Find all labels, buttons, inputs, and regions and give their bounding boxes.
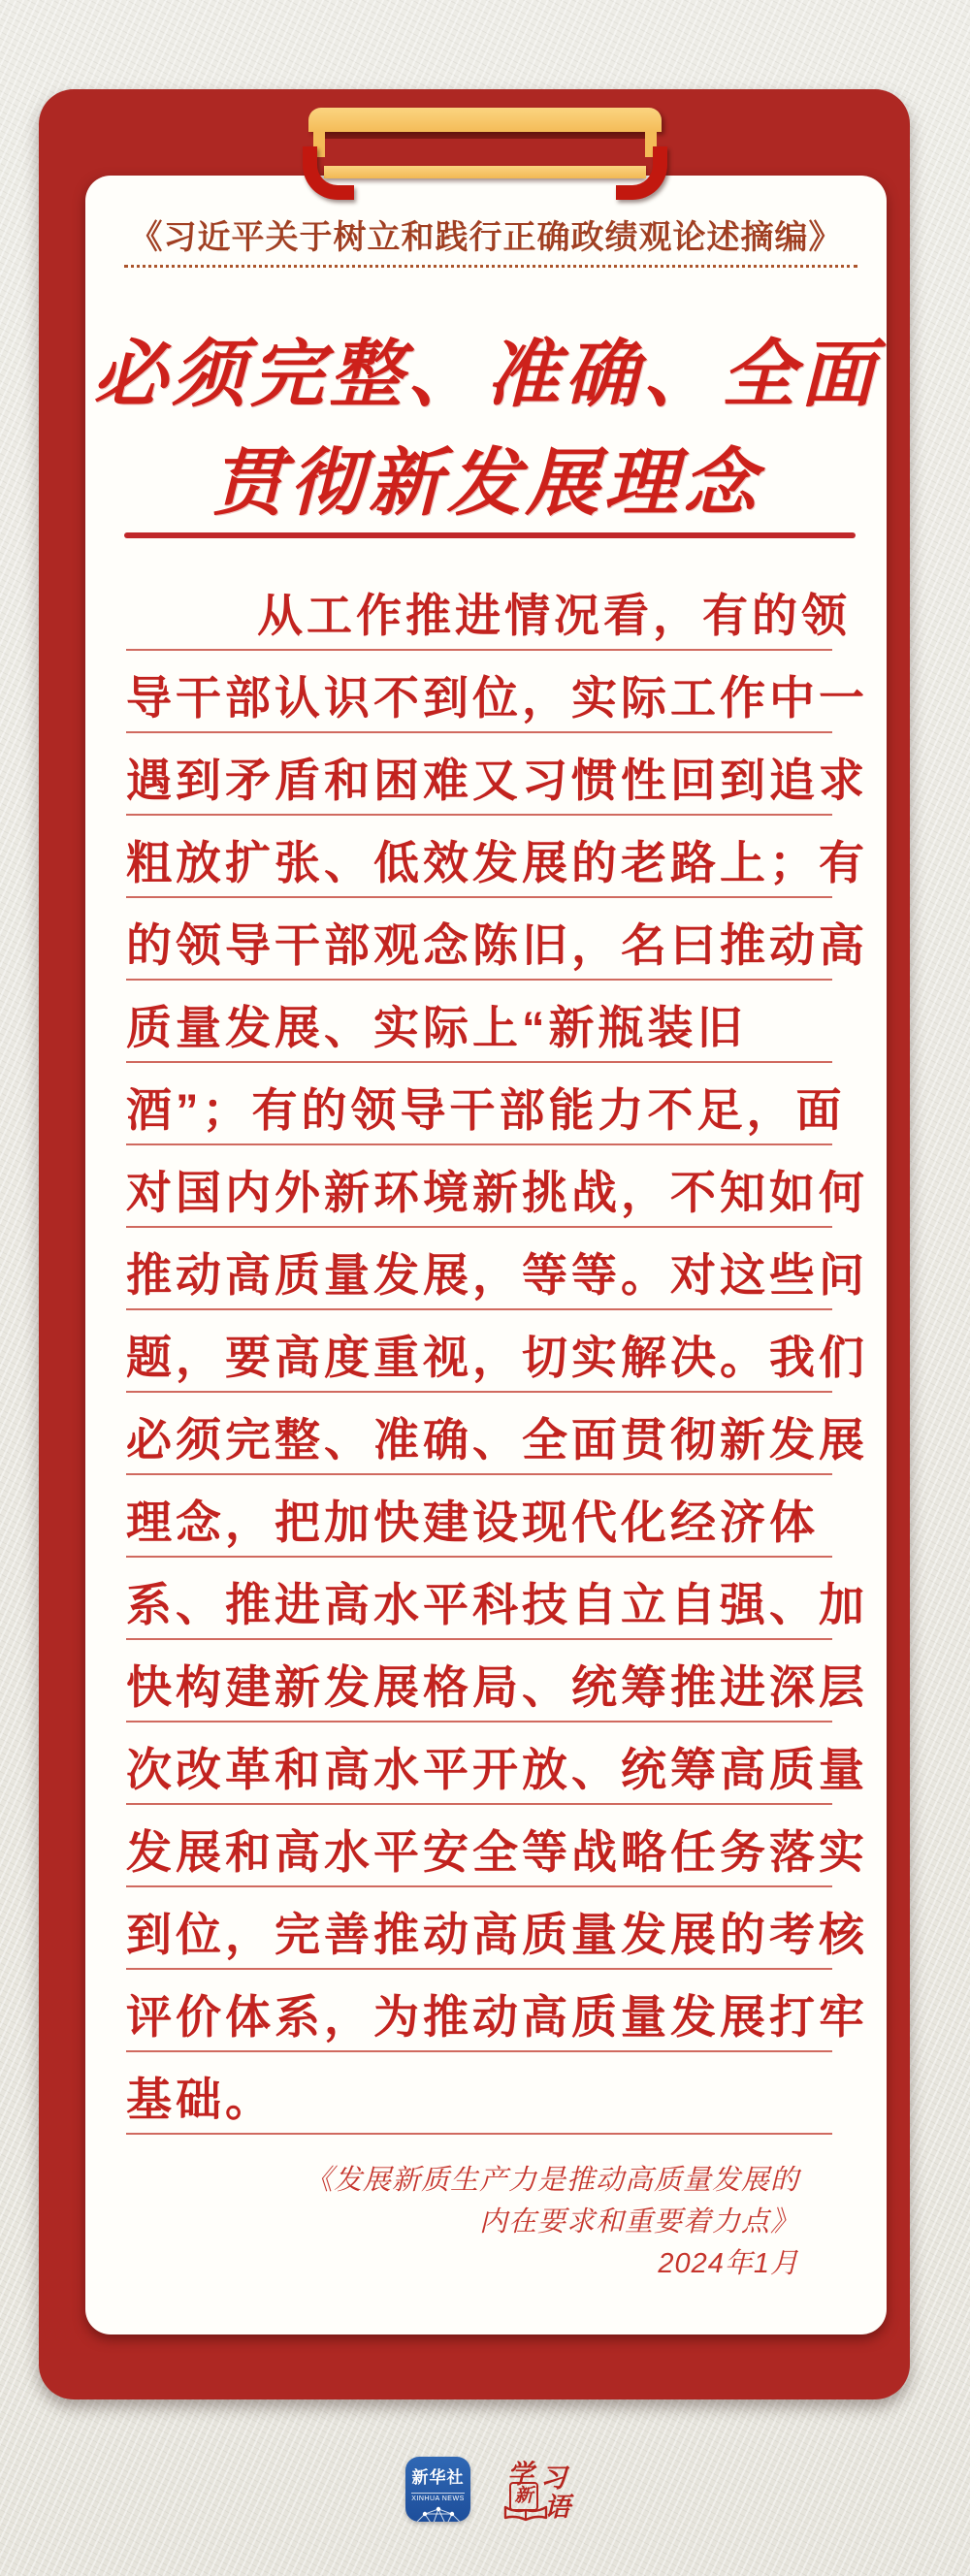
xuexi-char-3: 新 [514,2486,534,2506]
quote-line: 粗放扩张、低效发展的老路上；有 [126,816,832,898]
quote-line: 发展和高水平安全等战略任务落实 [126,1805,832,1887]
header-dotted-divider [124,265,857,268]
poster-white-card [85,176,887,2334]
network-globe-icon [409,2506,468,2522]
hanger-clip-top-bar [308,108,662,132]
headline-underline [124,532,856,538]
hanger-clip [308,108,662,185]
quote-line: 评价体系，为推动高质量发展打牢 [126,1970,832,2052]
quote-line: 酒”；有的领导干部能力不足，面 [126,1063,832,1145]
hanger-clip-bottom-bar [324,166,646,178]
xuexi-xinyu-logo [503,2457,573,2522]
quote-line: 导干部认识不到位，实际工作中一 [126,651,832,733]
source-book-title: 《习近平关于树立和践行正确政绩观论述摘编》 [129,219,843,256]
quote-line: 必须完整、准确、全面贯彻新发展 [126,1393,832,1475]
xinhua-logo-name: 新华社 [411,2468,465,2487]
quote-line: 理念，把加快建设现代化经济体 [126,1475,832,1558]
footer-logos [0,2457,970,2523]
citation-block [202,2160,799,2285]
xuexi-char-1: 学 [507,2460,534,2489]
xinhua-news-logo [405,2457,470,2522]
quote-line: 次改革和高水平开放、统筹高质量 [126,1723,832,1805]
quote-line: 题，要高度重视，切实解决。我们 [126,1310,832,1393]
xinhua-logo-subtitle: XINHUA NEWS [411,2493,465,2502]
quote-body [126,568,868,2135]
open-book-icon [503,2505,548,2523]
quote-line: 系、推进高水平科技自立自强、加 [126,1558,832,1640]
headline-line-1: 必须完整、准确、全面 [93,334,879,416]
quote-line: 质量发展、实际上“新瓶装旧 [126,981,832,1063]
quote-line: 基础。 [126,2052,832,2135]
citation-source-line-1: 《发展新质生产力是推动高质量发展的 [304,2165,799,2196]
quote-line: 的领导干部观念陈旧，名曰推动高 [126,898,832,981]
quote-line: 遇到矛盾和困难又习惯性回到追求 [126,733,832,816]
poster-headline [85,321,887,538]
quote-line: 到位，完善推动高质量发展的考核 [126,1887,832,1970]
hanger-clip-shadow [313,132,657,139]
headline-line-2: 贯彻新发展理念 [210,442,761,525]
quote-line: 从工作推进情况看，有的领 [126,568,832,651]
xuexi-char-4: 语 [544,2493,570,2522]
citation-source-line-2: 内在要求和重要着力点》 [478,2206,799,2238]
xuexi-char-2: 习 [540,2463,566,2493]
quote-line: 推动高质量发展，等等。对这些问 [126,1228,832,1310]
quote-line: 快构建新发展格局、统筹推进深层 [126,1640,832,1723]
citation-date: 2024年1月 [658,2248,799,2279]
quote-line: 对国内外新环境新挑战，不知如何 [126,1145,832,1228]
